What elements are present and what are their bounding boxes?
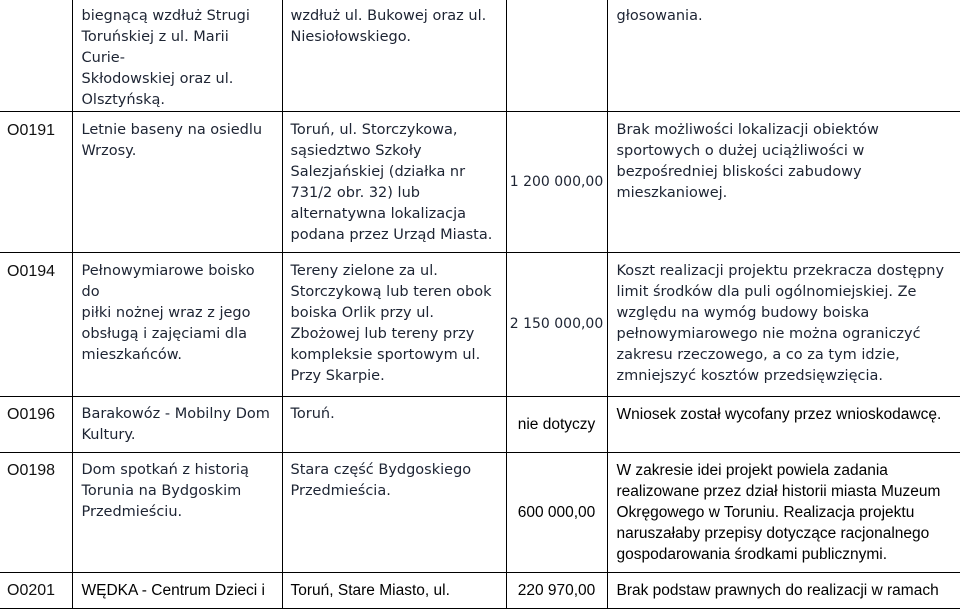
project-location: Toruń, ul. Storczykowa, sąsiedztwo Szkoły Salezjańskiej (działka nr 731/2 obr. 32) lub alternatywna lokalizacja podana przez Urząd Miasta. (282, 112, 506, 253)
project-id (0, 0, 72, 112)
project-name: Letnie baseny na osiedlu Wrzosy. (72, 112, 282, 253)
project-name: biegnącą wzdłuż Strugi Toruńskiej z ul. Marii Curie- Skłodowskiej oraz ul. Olsztyńską. (72, 0, 282, 112)
project-location: Toruń, Stare Miasto, ul. (282, 573, 506, 609)
project-note: Wniosek został wycofany przez wnioskodawcę. (607, 397, 960, 453)
project-note: Brak podstaw prawnych do realizacji w ramach (607, 573, 960, 609)
project-note: W zakresie idei projekt powiela zadania realizowane przez dział historii miasta Muzeum Okręgowego w Toruniu. Realizacja projektu naruszałaby przepisy dotyczące racjonalnego gospodarowania środkami publicznymi. (607, 453, 960, 573)
table-row (0, 573, 960, 609)
project-id: O0198 (7, 462, 56, 479)
project-location: wzdłuż ul. Bukowej oraz ul. Niesiołowskiego. (282, 0, 506, 112)
project-name: Barakowóz - Mobilny Dom Kultury. (72, 397, 282, 453)
project-location: Tereny zielone za ul. Storczykową lub teren obok boiska Orlik przy ul. Zbożowej lub tereny przy kompleksie sportowym ul. Przy Skarpie. (282, 253, 506, 397)
project-note: Koszt realizacji projektu przekracza dostępny limit środków dla puli ogólnomiejskiej. Ze względu na wymóg budowy boiska pełnowymiarowego nie można ograniczyć zakresu rzeczowego, a co za tym idzie, zmniejszyć kosztów przedsięwzięcia. (607, 253, 960, 397)
project-id: O0194 (7, 263, 56, 280)
table-row (0, 112, 960, 253)
project-cost: 2 150 000,00 (506, 253, 607, 397)
table-row (0, 397, 960, 453)
project-note: głosowania. (607, 0, 960, 112)
project-cost: 600 000,00 (506, 453, 607, 573)
project-name: Pełnowymiarowe boisko do piłki nożnej wraz z jego obsługą i zajęciami dla mieszkańców. (72, 253, 282, 397)
table-row (0, 453, 960, 573)
project-name: Dom spotkań z historią Torunia na Bydgoskim Przedmieściu. (72, 453, 282, 573)
project-location: Toruń. (282, 397, 506, 453)
project-note: Brak możliwości lokalizacji obiektów sportowych o dużej uciążliwości w bezpośredniej bliskości zabudowy mieszkaniowej. (607, 112, 960, 253)
project-id: O0191 (7, 122, 56, 139)
table-row (0, 0, 960, 112)
project-cost: nie dotyczy (506, 397, 607, 453)
project-location: Stara część Bydgoskiego Przedmieścia. (282, 453, 506, 573)
project-cost (506, 0, 607, 112)
project-id: O0201 (7, 582, 56, 599)
project-cost: 1 200 000,00 (506, 112, 607, 253)
project-cost: 220 970,00 (506, 573, 607, 609)
project-id: O0196 (7, 406, 56, 423)
project-name: WĘDKA - Centrum Dzieci i (72, 573, 282, 609)
table-row (0, 253, 960, 397)
